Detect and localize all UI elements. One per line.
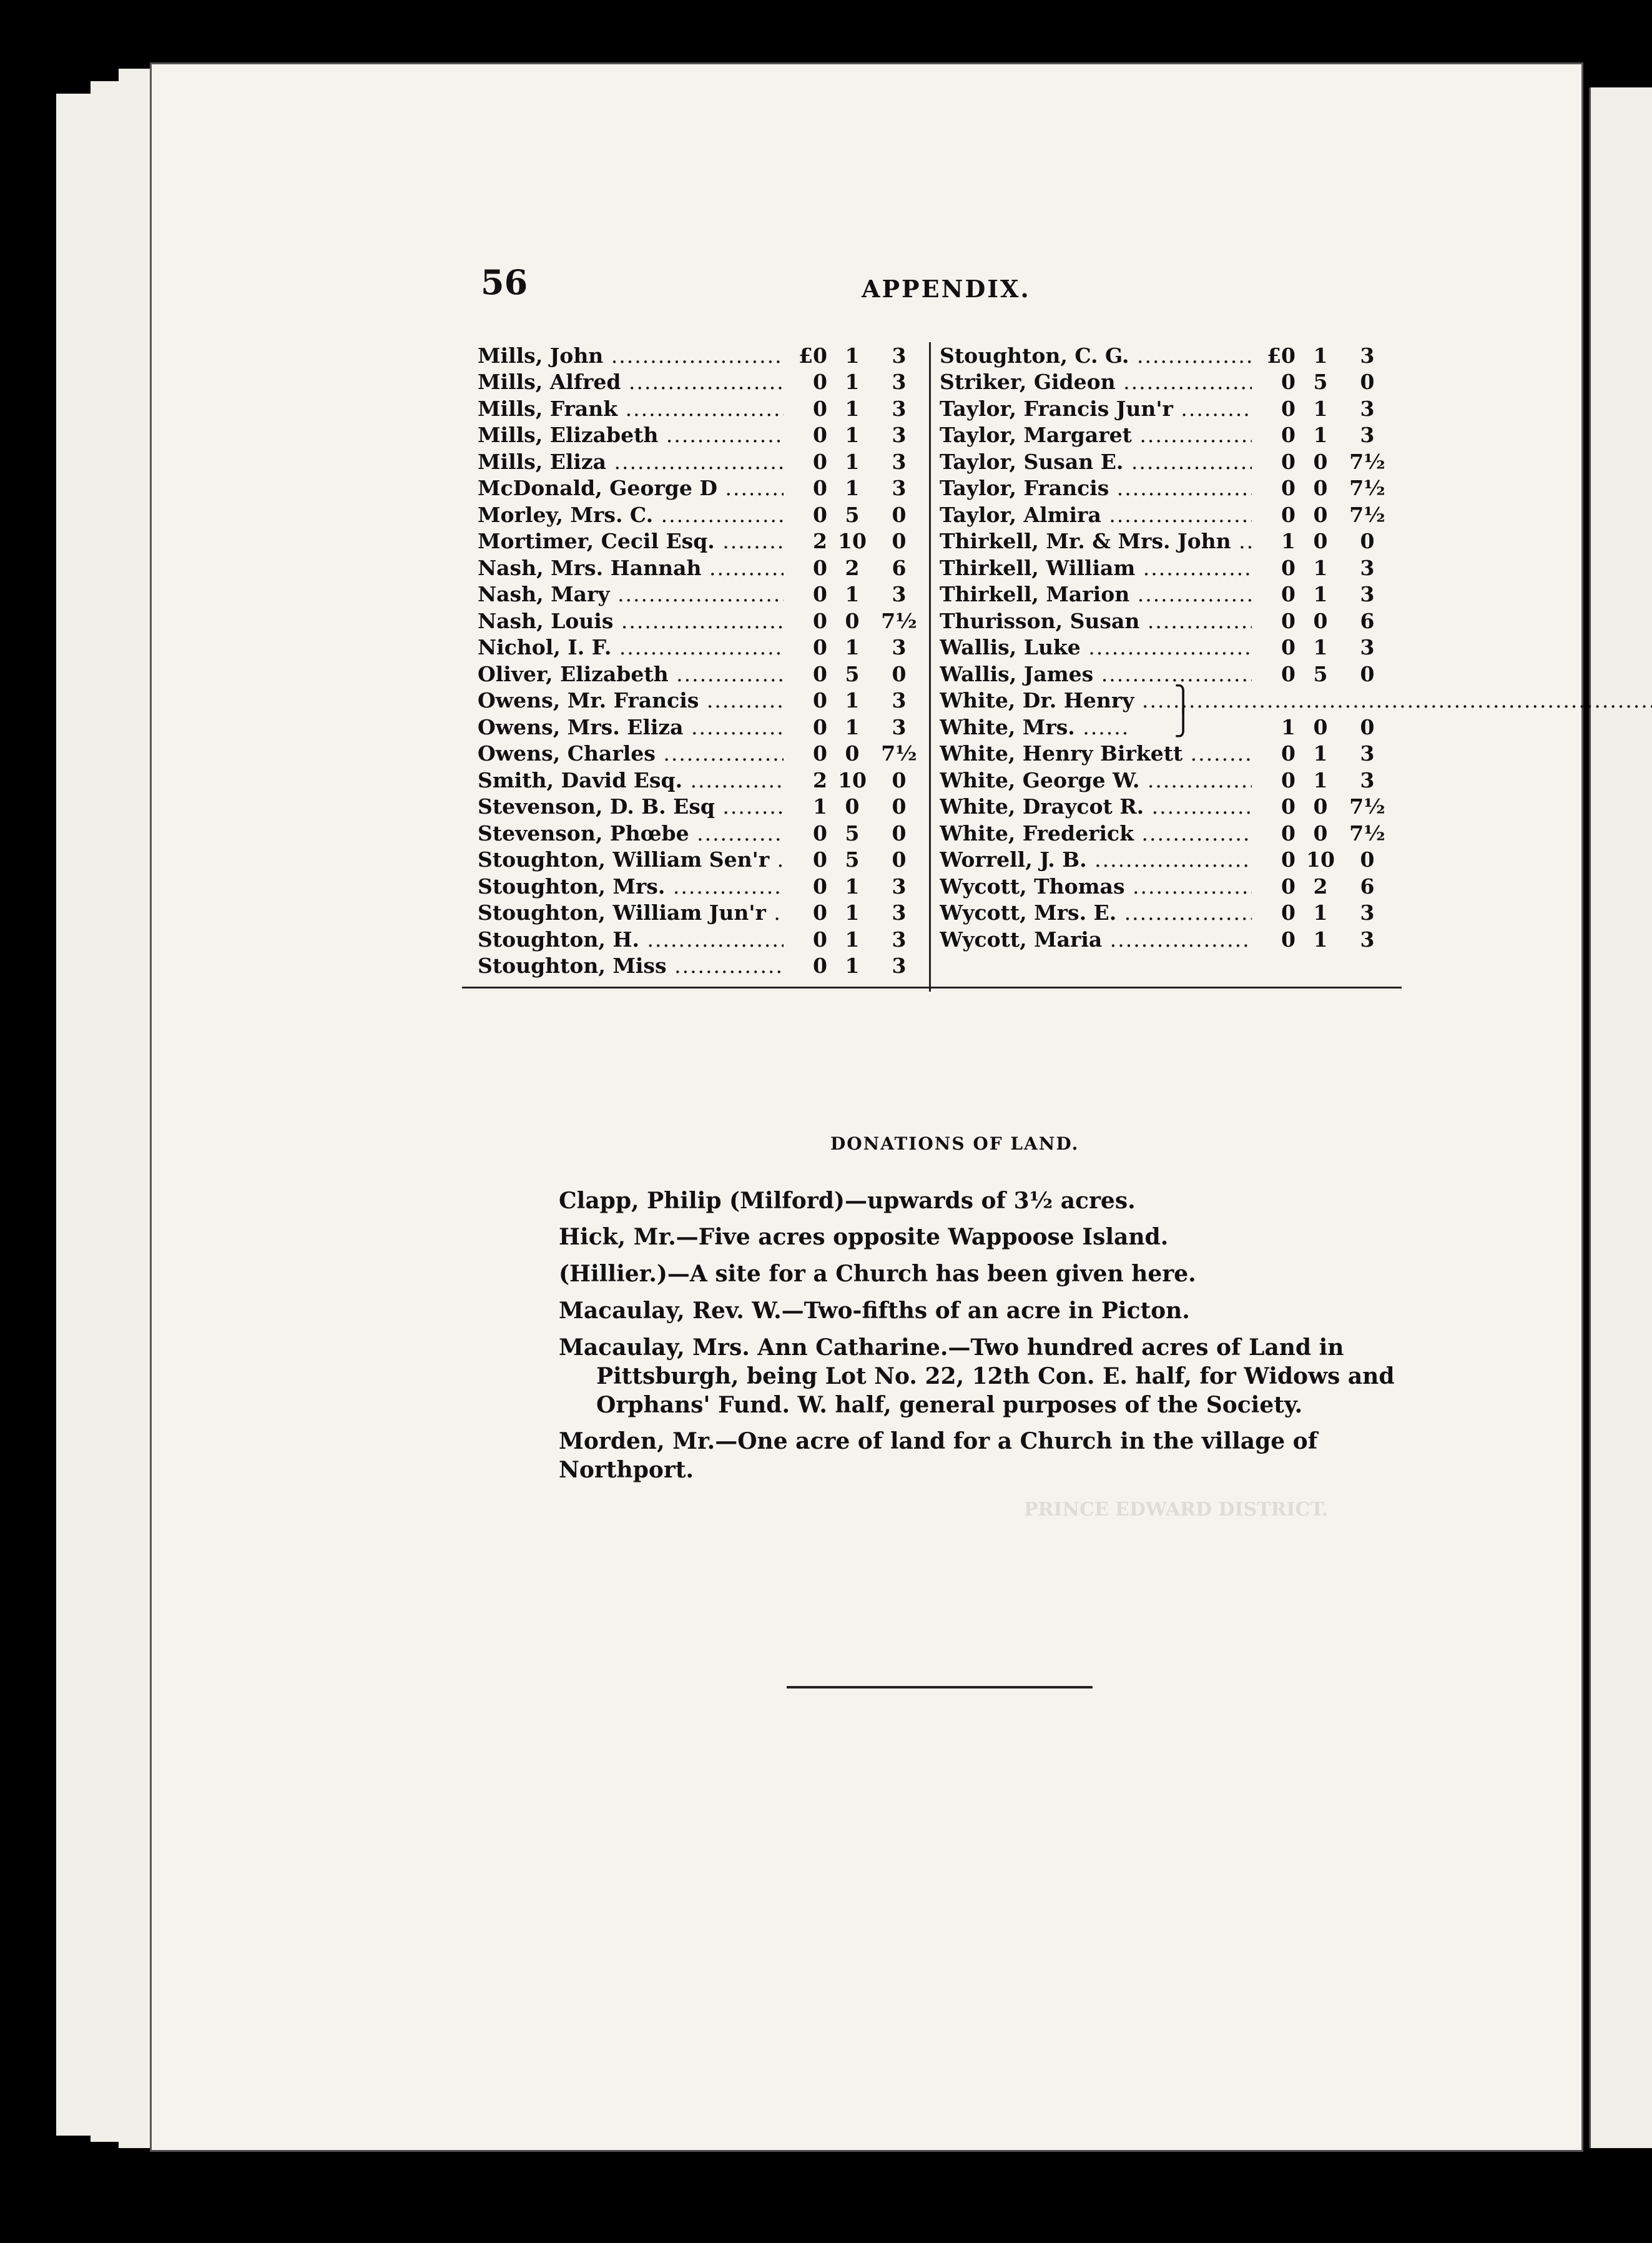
shillings: 1 <box>845 900 860 925</box>
pence: 3 <box>892 635 907 660</box>
subscriber-name: Worrell, J. B. ..... <box>940 847 1252 872</box>
pounds: 0 <box>1281 608 1296 633</box>
subscriber-name: White, Frederick ..... <box>940 821 1252 845</box>
list-item <box>940 900 1389 927</box>
pence: 3 <box>892 449 907 474</box>
list-item <box>940 794 1389 821</box>
subscriber-name: Mills, Elizabeth ..... <box>478 423 784 447</box>
pence: 3 <box>1360 635 1375 660</box>
shillings: 5 <box>845 821 860 845</box>
shillings: 1 <box>845 688 860 713</box>
subscriber-name: Nash, Mary ..... <box>478 582 784 606</box>
subscriber-name: Morley, Mrs. C. ..... <box>478 503 784 527</box>
list-item <box>478 661 921 688</box>
shillings: 1 <box>845 396 860 421</box>
shillings: 0 <box>845 741 860 766</box>
subscriber-name: Stoughton, H. ..... <box>478 927 784 952</box>
shillings: 1 <box>845 423 860 448</box>
shillings: 0 <box>845 608 860 633</box>
pounds: 0 <box>1281 900 1296 925</box>
shillings: 5 <box>1313 661 1328 686</box>
subscriber-name: Smith, David Esq. ..... <box>478 768 784 792</box>
pounds: 0 <box>1281 874 1296 899</box>
subscriber-name: Wallis, Luke ..... <box>940 635 1252 659</box>
shillings: 2 <box>845 555 860 580</box>
pence: 3 <box>892 688 907 713</box>
pence: 0 <box>892 847 907 872</box>
subscriber-list-right <box>940 342 1389 953</box>
subscriber-name: Stoughton, Miss ..... <box>478 954 784 978</box>
list-item <box>940 581 1389 608</box>
donations-heading: DONATIONS OF LAND. <box>830 1133 1079 1154</box>
pence: 7½ <box>1349 449 1385 474</box>
list-item <box>940 820 1389 847</box>
shillings: 10 <box>1306 847 1335 872</box>
pence: 7½ <box>881 741 917 766</box>
pence: 7½ <box>1349 502 1385 527</box>
facing-page-edge <box>1589 87 1652 2148</box>
pence: 0 <box>892 661 907 686</box>
pence: 3 <box>892 476 907 501</box>
shillings: 5 <box>845 847 860 872</box>
list-item <box>478 369 921 396</box>
list-item <box>478 634 921 661</box>
shillings: 1 <box>845 874 860 899</box>
pounds: 0 <box>1281 582 1296 607</box>
subscriber-name: Wycott, Maria ..... <box>940 927 1252 952</box>
pounds: 1 <box>813 794 827 819</box>
shillings: 1 <box>845 954 860 979</box>
list-item <box>940 926 1389 953</box>
list-item <box>940 608 1389 634</box>
shillings: 0 <box>845 794 860 819</box>
subscriber-name: Thirkell, William ..... <box>940 556 1252 580</box>
list-item <box>478 581 921 608</box>
pence: 3 <box>892 370 907 395</box>
end-rule <box>787 1686 1093 1688</box>
pounds: 0 <box>813 608 827 633</box>
pounds: 0 <box>1281 476 1296 501</box>
pence: 0 <box>1360 529 1375 554</box>
pounds: £0 <box>1267 343 1296 368</box>
list-item <box>478 528 921 555</box>
shillings: 5 <box>845 502 860 527</box>
pounds: 0 <box>813 555 827 580</box>
shillings: 1 <box>1313 635 1328 660</box>
subscriber-name: Thirkell, Mr. & Mrs. John ..... <box>940 529 1252 553</box>
pounds: 0 <box>813 714 827 739</box>
pounds: 2 <box>813 767 827 792</box>
list-item <box>940 741 1389 767</box>
pounds: 0 <box>1281 635 1296 660</box>
pounds: 0 <box>813 476 827 501</box>
shillings: 5 <box>845 661 860 686</box>
shillings: 1 <box>845 476 860 501</box>
subscriber-name: White, Mrs. ..... <box>940 715 1127 739</box>
list-item <box>478 794 921 821</box>
shillings: 5 <box>1313 370 1328 395</box>
brace-top: ⎫ <box>1174 684 1192 714</box>
list-item <box>940 873 1389 900</box>
shillings: 0 <box>1313 449 1328 474</box>
list-item <box>478 688 921 714</box>
subscriber-name: Thurisson, Susan ..... <box>940 609 1252 633</box>
pence: 3 <box>1360 396 1375 421</box>
pence: 3 <box>892 582 907 607</box>
subscriber-name: Mills, Frank ..... <box>478 397 784 421</box>
subscriber-name: Owens, Mr. Francis ..... <box>478 688 784 712</box>
pounds: 0 <box>813 900 827 925</box>
pence: 3 <box>1360 582 1375 607</box>
subscriber-name: Stevenson, D. B. Esq ..... <box>478 794 784 819</box>
shillings: 1 <box>1313 582 1328 607</box>
subscriber-name: Nash, Louis ..... <box>478 609 784 633</box>
pounds: 0 <box>1281 847 1296 872</box>
pence: 3 <box>1360 555 1375 580</box>
donation-entry: Morden, Mr.—One acre of land for a Church in the village of Northport. <box>559 1428 1318 1483</box>
pounds: 0 <box>1281 423 1296 448</box>
list-item <box>478 741 921 767</box>
bleed-through-text: PRINCE EDWARD DISTRICT. <box>1024 1499 1329 1521</box>
list-item <box>478 501 921 528</box>
pounds: 0 <box>1281 396 1296 421</box>
shillings: 1 <box>1313 767 1328 792</box>
shillings: 1 <box>1313 900 1328 925</box>
list-item <box>940 555 1389 581</box>
pounds: 0 <box>813 396 827 421</box>
subscriber-name: Stoughton, Mrs. ..... <box>478 874 784 899</box>
list-item <box>940 847 1389 874</box>
pounds: 0 <box>1281 741 1296 766</box>
shillings: 1 <box>1313 343 1328 368</box>
pounds: 0 <box>1281 370 1296 395</box>
list-item <box>940 709 1389 741</box>
shillings: 0 <box>1313 476 1328 501</box>
subscriber-name: Thirkell, Marion ..... <box>940 582 1252 606</box>
pence: 6 <box>892 555 907 580</box>
pounds: 0 <box>1281 927 1296 952</box>
donation-entry: Clapp, Philip (Milford)—upwards of 3½ acres. <box>559 1188 1136 1214</box>
pounds: 0 <box>813 423 827 448</box>
pounds: 0 <box>813 927 827 952</box>
subscriber-name: Owens, Mrs. Eliza ..... <box>478 715 784 739</box>
shillings: 0 <box>1313 714 1328 739</box>
subscriber-name: Mills, Eliza ..... <box>478 450 784 474</box>
list-item <box>478 448 921 475</box>
list-item <box>478 342 921 369</box>
list-item <box>940 767 1389 794</box>
subscriber-name: Stevenson, Phœbe ..... <box>478 821 784 845</box>
pounds: 0 <box>813 582 827 607</box>
list-item <box>940 422 1389 449</box>
shillings: 1 <box>845 582 860 607</box>
pence: 0 <box>1360 714 1375 739</box>
list-item <box>940 661 1389 688</box>
pence: 7½ <box>881 608 917 633</box>
pence: 3 <box>892 900 907 925</box>
pounds: 0 <box>813 847 827 872</box>
shillings: 0 <box>1313 529 1328 554</box>
list-item <box>940 501 1389 528</box>
pence: 7½ <box>1349 821 1385 845</box>
subscriber-list-left <box>478 342 921 979</box>
pounds: £0 <box>799 343 827 368</box>
list-item <box>478 767 921 794</box>
pounds: 1 <box>1281 714 1296 739</box>
pounds: 0 <box>813 449 827 474</box>
list-item <box>940 684 1389 714</box>
pence: 3 <box>1360 900 1375 925</box>
list-item <box>478 926 921 953</box>
pounds: 0 <box>813 874 827 899</box>
pence: 3 <box>892 343 907 368</box>
list-item <box>940 342 1389 369</box>
list-item <box>478 847 921 874</box>
pence: 0 <box>1360 661 1375 686</box>
shillings: 1 <box>845 343 860 368</box>
shillings: 0 <box>1313 794 1328 819</box>
subscriber-name: Taylor, Francis ..... <box>940 476 1252 500</box>
shillings: 1 <box>845 714 860 739</box>
subscriber-name: Mortimer, Cecil Esq. ..... <box>478 529 784 553</box>
pence: 0 <box>892 529 907 554</box>
list-item <box>478 422 921 449</box>
subscriber-name: Wycott, Thomas ..... <box>940 874 1252 899</box>
pounds: 2 <box>813 529 827 554</box>
shillings: 10 <box>838 767 867 792</box>
pence: 3 <box>892 396 907 421</box>
subscriber-name: Taylor, Almira ..... <box>940 503 1252 527</box>
list-item <box>478 714 921 741</box>
donation-entry: (Hillier.)—A site for a Church has been given here. <box>559 1261 1196 1287</box>
page-number: 56 <box>481 262 528 302</box>
subscriber-name: White, Dr. Henry ..... <box>940 688 1652 712</box>
running-title: APPENDIX. <box>862 275 1031 303</box>
subscriber-name: White, George W. ..... <box>940 768 1252 792</box>
list-item <box>478 820 921 847</box>
donation-entry: Macaulay, Mrs. Ann Catharine.—Two hundred acres of Land in Pittsburgh, being Lot No. 22, 12th Con. E. half, for Widows and Orphans' Fund. W. half, general purposes of the Society. <box>559 1334 1395 1418</box>
list-item <box>478 395 921 422</box>
shillings: 2 <box>1313 874 1328 899</box>
pence: 3 <box>1360 741 1375 766</box>
subscriber-name: Striker, Gideon ..... <box>940 370 1252 394</box>
pounds: 0 <box>1281 821 1296 845</box>
pence: 0 <box>1360 370 1375 395</box>
subscriber-name: McDonald, George D ..... <box>478 476 784 500</box>
pounds: 0 <box>1281 502 1296 527</box>
pounds: 0 <box>813 635 827 660</box>
shillings: 1 <box>1313 927 1328 952</box>
shillings: 1 <box>845 449 860 474</box>
list-item <box>940 475 1389 502</box>
donation-entry: Hick, Mr.—Five acres opposite Wappoose Island. <box>559 1224 1169 1250</box>
subscriber-name: White, Henry Birkett ..... <box>940 741 1252 766</box>
list-item <box>478 475 921 502</box>
pence: 3 <box>892 874 907 899</box>
pence: 7½ <box>1349 476 1385 501</box>
list-item <box>478 555 921 581</box>
shillings: 1 <box>1313 555 1328 580</box>
list-item <box>940 448 1389 475</box>
section-rule <box>462 987 1402 988</box>
subscriber-name: Mills, Alfred ..... <box>478 370 784 394</box>
pence: 0 <box>892 794 907 819</box>
shillings: 1 <box>845 370 860 395</box>
subscriber-name: Mills, John ..... <box>478 343 784 368</box>
shillings: 0 <box>1313 502 1328 527</box>
shillings: 1 <box>1313 741 1328 766</box>
shillings: 0 <box>1313 821 1328 845</box>
subscriber-name: Wycott, Mrs. E. ..... <box>940 900 1252 925</box>
pounds: 0 <box>1281 449 1296 474</box>
list-item <box>940 634 1389 661</box>
brace-bottom: ⎭ <box>1174 709 1192 737</box>
pence: 3 <box>1360 343 1375 368</box>
pence: 3 <box>1360 927 1375 952</box>
pence: 3 <box>1360 767 1375 792</box>
pounds: 0 <box>1281 555 1296 580</box>
subscriber-name: Stoughton, C. G. ..... <box>940 343 1252 368</box>
subscriber-name: Nash, Mrs. Hannah ..... <box>478 556 784 580</box>
shillings: 1 <box>845 927 860 952</box>
shillings: 1 <box>1313 423 1328 448</box>
list-item <box>940 395 1389 422</box>
pounds: 0 <box>813 661 827 686</box>
pounds: 0 <box>813 954 827 979</box>
pence: 0 <box>892 767 907 792</box>
pounds: 0 <box>1281 767 1296 792</box>
column-divider <box>929 342 931 992</box>
subscriber-name: Stoughton, William Sen'r ..... <box>478 847 784 872</box>
pounds: 0 <box>813 688 827 713</box>
shillings: 1 <box>845 635 860 660</box>
shillings: 10 <box>838 529 867 554</box>
shillings: 0 <box>1313 608 1328 633</box>
subscriber-name: Taylor, Margaret ..... <box>940 423 1252 447</box>
pounds: 0 <box>813 502 827 527</box>
pounds: 1 <box>1281 529 1296 554</box>
pence: 6 <box>1360 608 1375 633</box>
subscriber-name: Oliver, Elizabeth ..... <box>478 662 784 686</box>
subscriber-name: Stoughton, William Jun'r ..... <box>478 900 784 925</box>
pounds: 0 <box>1281 661 1296 686</box>
pounds: 0 <box>813 821 827 845</box>
list-item <box>940 528 1389 555</box>
list-item <box>478 608 921 634</box>
subscriber-name: Taylor, Susan E. ..... <box>940 450 1252 474</box>
shillings: 1 <box>1313 396 1328 421</box>
subscriber-name: Taylor, Francis Jun'r ..... <box>940 397 1252 421</box>
pounds: 0 <box>813 741 827 766</box>
pence: 3 <box>892 927 907 952</box>
subscriber-name: Owens, Charles ..... <box>478 741 784 766</box>
subscriber-name: White, Draycot R. ..... <box>940 794 1252 819</box>
pence: 0 <box>892 821 907 845</box>
list-item <box>478 900 921 927</box>
pence: 6 <box>1360 874 1375 899</box>
pence: 7½ <box>1349 794 1385 819</box>
pounds: 0 <box>1281 794 1296 819</box>
pence: 3 <box>892 423 907 448</box>
subscriber-name: Nichol, I. F. ..... <box>478 635 784 659</box>
pence: 3 <box>1360 423 1375 448</box>
list-item <box>478 873 921 900</box>
pence: 0 <box>1360 847 1375 872</box>
pence: 3 <box>892 954 907 979</box>
pence: 3 <box>892 714 907 739</box>
list-item <box>478 953 921 980</box>
subscriber-name: Wallis, James ..... <box>940 662 1252 686</box>
pounds: 0 <box>813 370 827 395</box>
donation-entry: Macaulay, Rev. W.—Two-fifths of an acre in Picton. <box>559 1298 1190 1324</box>
list-item <box>940 369 1389 396</box>
pence: 0 <box>892 502 907 527</box>
